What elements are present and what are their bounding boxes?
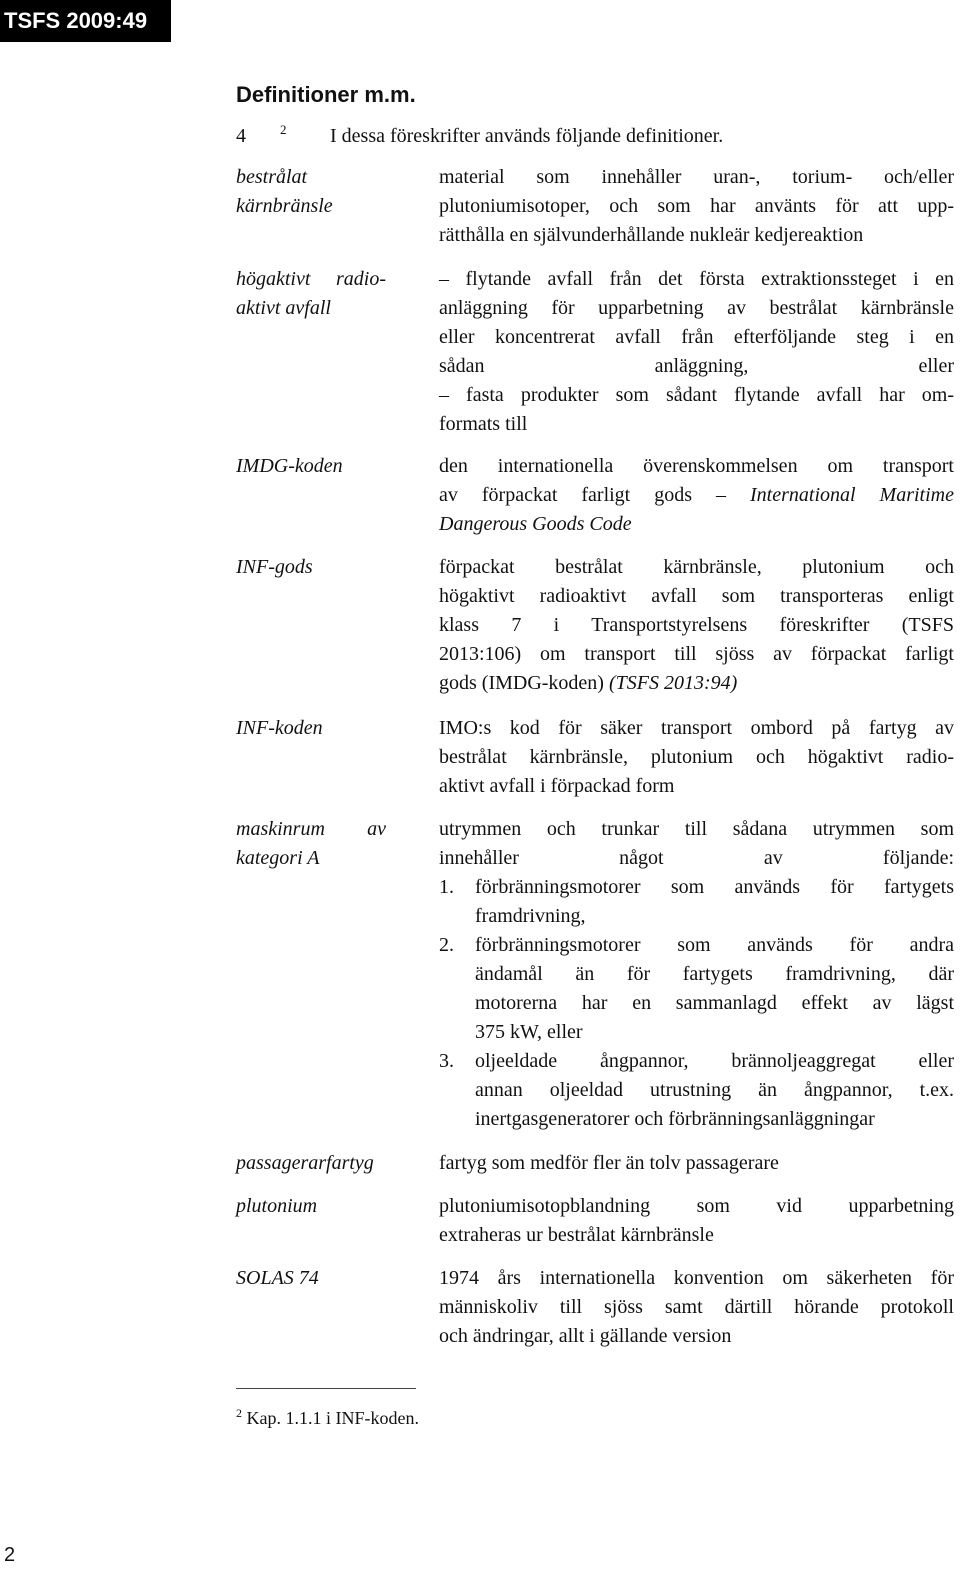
- item-line: oljeeldade ångpannor, brännoljeaggregat eller: [475, 1050, 954, 1072]
- definition-term: [236, 1264, 386, 1293]
- definition-line: – fasta produkter som sådant flytande avfall har om-: [439, 384, 954, 406]
- definition-term: [236, 553, 386, 582]
- definition-line: klass 7 i Transportstyrelsens föreskrifter (TSFS: [439, 614, 954, 636]
- definition-text: [439, 815, 954, 1134]
- term-line: INF-koden: [236, 717, 323, 739]
- section-intro: [236, 123, 723, 151]
- numbered-item: [439, 1047, 954, 1134]
- term-line: bestrålat: [236, 166, 308, 188]
- definition-line: och ändringar, allt i gällande version: [439, 1325, 732, 1347]
- item-line: ändamål än för fartygets framdrivning, där: [475, 963, 954, 985]
- term-line: kärnbränsle: [236, 195, 333, 217]
- definition-line: högaktivt radioaktivt avfall som transporteras enligt: [439, 585, 954, 607]
- definition-term: [236, 452, 386, 481]
- term-line: passagerarfartyg: [236, 1152, 374, 1174]
- definition-text: [439, 452, 954, 539]
- definition-line: plutoniumisotopblandning som vid upparbetning: [439, 1195, 954, 1217]
- definition-line: innehåller något av följande:: [439, 847, 954, 869]
- item-text: [475, 1047, 954, 1134]
- numbered-item: [439, 931, 954, 1047]
- definition-line: extraheras ur bestrålat kärnbränsle: [439, 1224, 714, 1246]
- definition-line: den internationella överenskommelsen om transport: [439, 455, 954, 477]
- definition-line: aktivt avfall i förpackad form: [439, 775, 675, 797]
- term-line: IMDG-koden: [236, 455, 343, 477]
- item-line: förbränningsmotorer som används för andra: [475, 934, 954, 956]
- item-number: 2.: [439, 934, 454, 956]
- definition-line: utrymmen och trunkar till sådana utrymmen som: [439, 818, 954, 840]
- definition-line: bestrålat kärnbränsle, plutonium och högaktivt radio-: [439, 746, 954, 768]
- definition-term: [236, 1149, 386, 1178]
- term-line: plutonium: [236, 1195, 318, 1217]
- definition-line: fartyg som medför fler än tolv passagerare: [439, 1152, 779, 1174]
- definition-term: [236, 1192, 386, 1221]
- definition-line: plutoniumisotoper, och som har använts för att upp-: [439, 195, 954, 217]
- definition-line: människoliv till sjöss samt därtill hörande protokoll: [439, 1296, 954, 1318]
- definition-text: [439, 1149, 954, 1178]
- definition-text: [439, 265, 954, 439]
- item-text: [475, 931, 954, 1047]
- footnote: [236, 1406, 419, 1429]
- term-line: aktivt avfall: [236, 297, 331, 319]
- definition-line: förpackat bestrålat kärnbränsle, plutonium och: [439, 556, 954, 578]
- definition-line: 1974 års internationella konvention om säkerheten för: [439, 1267, 954, 1289]
- item-text: [475, 873, 954, 931]
- definition-text: [439, 1264, 954, 1351]
- definition-text: [439, 163, 954, 250]
- definition-term: [236, 714, 386, 743]
- definition-line: Dangerous Goods Code: [439, 513, 632, 535]
- definition-term: [236, 163, 386, 221]
- footnote-text: Kap. 1.1.1 i INF-koden.: [246, 1408, 419, 1428]
- definition-line: sådan anläggning, eller: [439, 355, 954, 377]
- item-line: annan oljeeldad utrustning än ångpannor, t.ex.: [475, 1079, 954, 1101]
- term-line: kategori A: [236, 847, 320, 869]
- definition-text: [439, 1192, 954, 1250]
- definition-term: [236, 815, 386, 873]
- definition-text: [439, 553, 954, 698]
- definition-text: [439, 714, 954, 801]
- section-heading: Definitioner m.m.: [236, 82, 416, 107]
- definition-line: eller koncentrerat avfall från efterföljande steg i en: [439, 326, 954, 348]
- item-line: inertgasgeneratorer och förbränningsanläggningar: [475, 1108, 875, 1130]
- item-line: motorerna har en sammanlagd effekt av lägst: [475, 992, 954, 1014]
- definition-line: formats till: [439, 413, 528, 435]
- definition-line: av förpackat farligt gods – International Maritime: [439, 484, 954, 506]
- term-line: maskinrum av: [236, 818, 386, 840]
- item-number: 3.: [439, 1050, 454, 1072]
- footnote-number: 2: [236, 1406, 242, 1420]
- definition-line: 2013:106) om transport till sjöss av förpackat farligt: [439, 643, 954, 665]
- term-line: INF-gods: [236, 556, 313, 578]
- footnote-ref: 2: [280, 122, 287, 137]
- footnote-divider: [236, 1388, 416, 1389]
- item-line: förbränningsmotorer som används för fartygets: [475, 876, 954, 898]
- term-line: SOLAS 74: [236, 1267, 319, 1289]
- numbered-item: [439, 873, 954, 931]
- definition-line: material som innehåller uran-, torium- och/eller: [439, 166, 954, 188]
- document-header: TSFS 2009:49: [0, 0, 171, 42]
- definition-line: anläggning för upparbetning av bestrålat kärnbränsle: [439, 297, 954, 319]
- page-number: 2: [4, 1544, 16, 1566]
- definition-line: IMO:s kod för säker transport ombord på fartyg av: [439, 717, 954, 739]
- definition-line: gods (IMDG-koden) (TSFS 2013:94): [439, 672, 738, 694]
- definition-line: – flytande avfall från det första extraktionssteget i en: [439, 268, 954, 290]
- definition-line: rätthålla en självunderhållande nukleär kedjereaktion: [439, 224, 864, 246]
- term-line: högaktivt radio-: [236, 268, 386, 290]
- item-number: 1.: [439, 876, 454, 898]
- section-number: 4: [236, 125, 246, 147]
- item-line: 375 kW, eller: [475, 1021, 583, 1043]
- section-intro-text: I dessa föreskrifter används följande definitioner.: [330, 125, 724, 147]
- item-line: framdrivning,: [475, 905, 586, 927]
- definition-term: [236, 265, 386, 323]
